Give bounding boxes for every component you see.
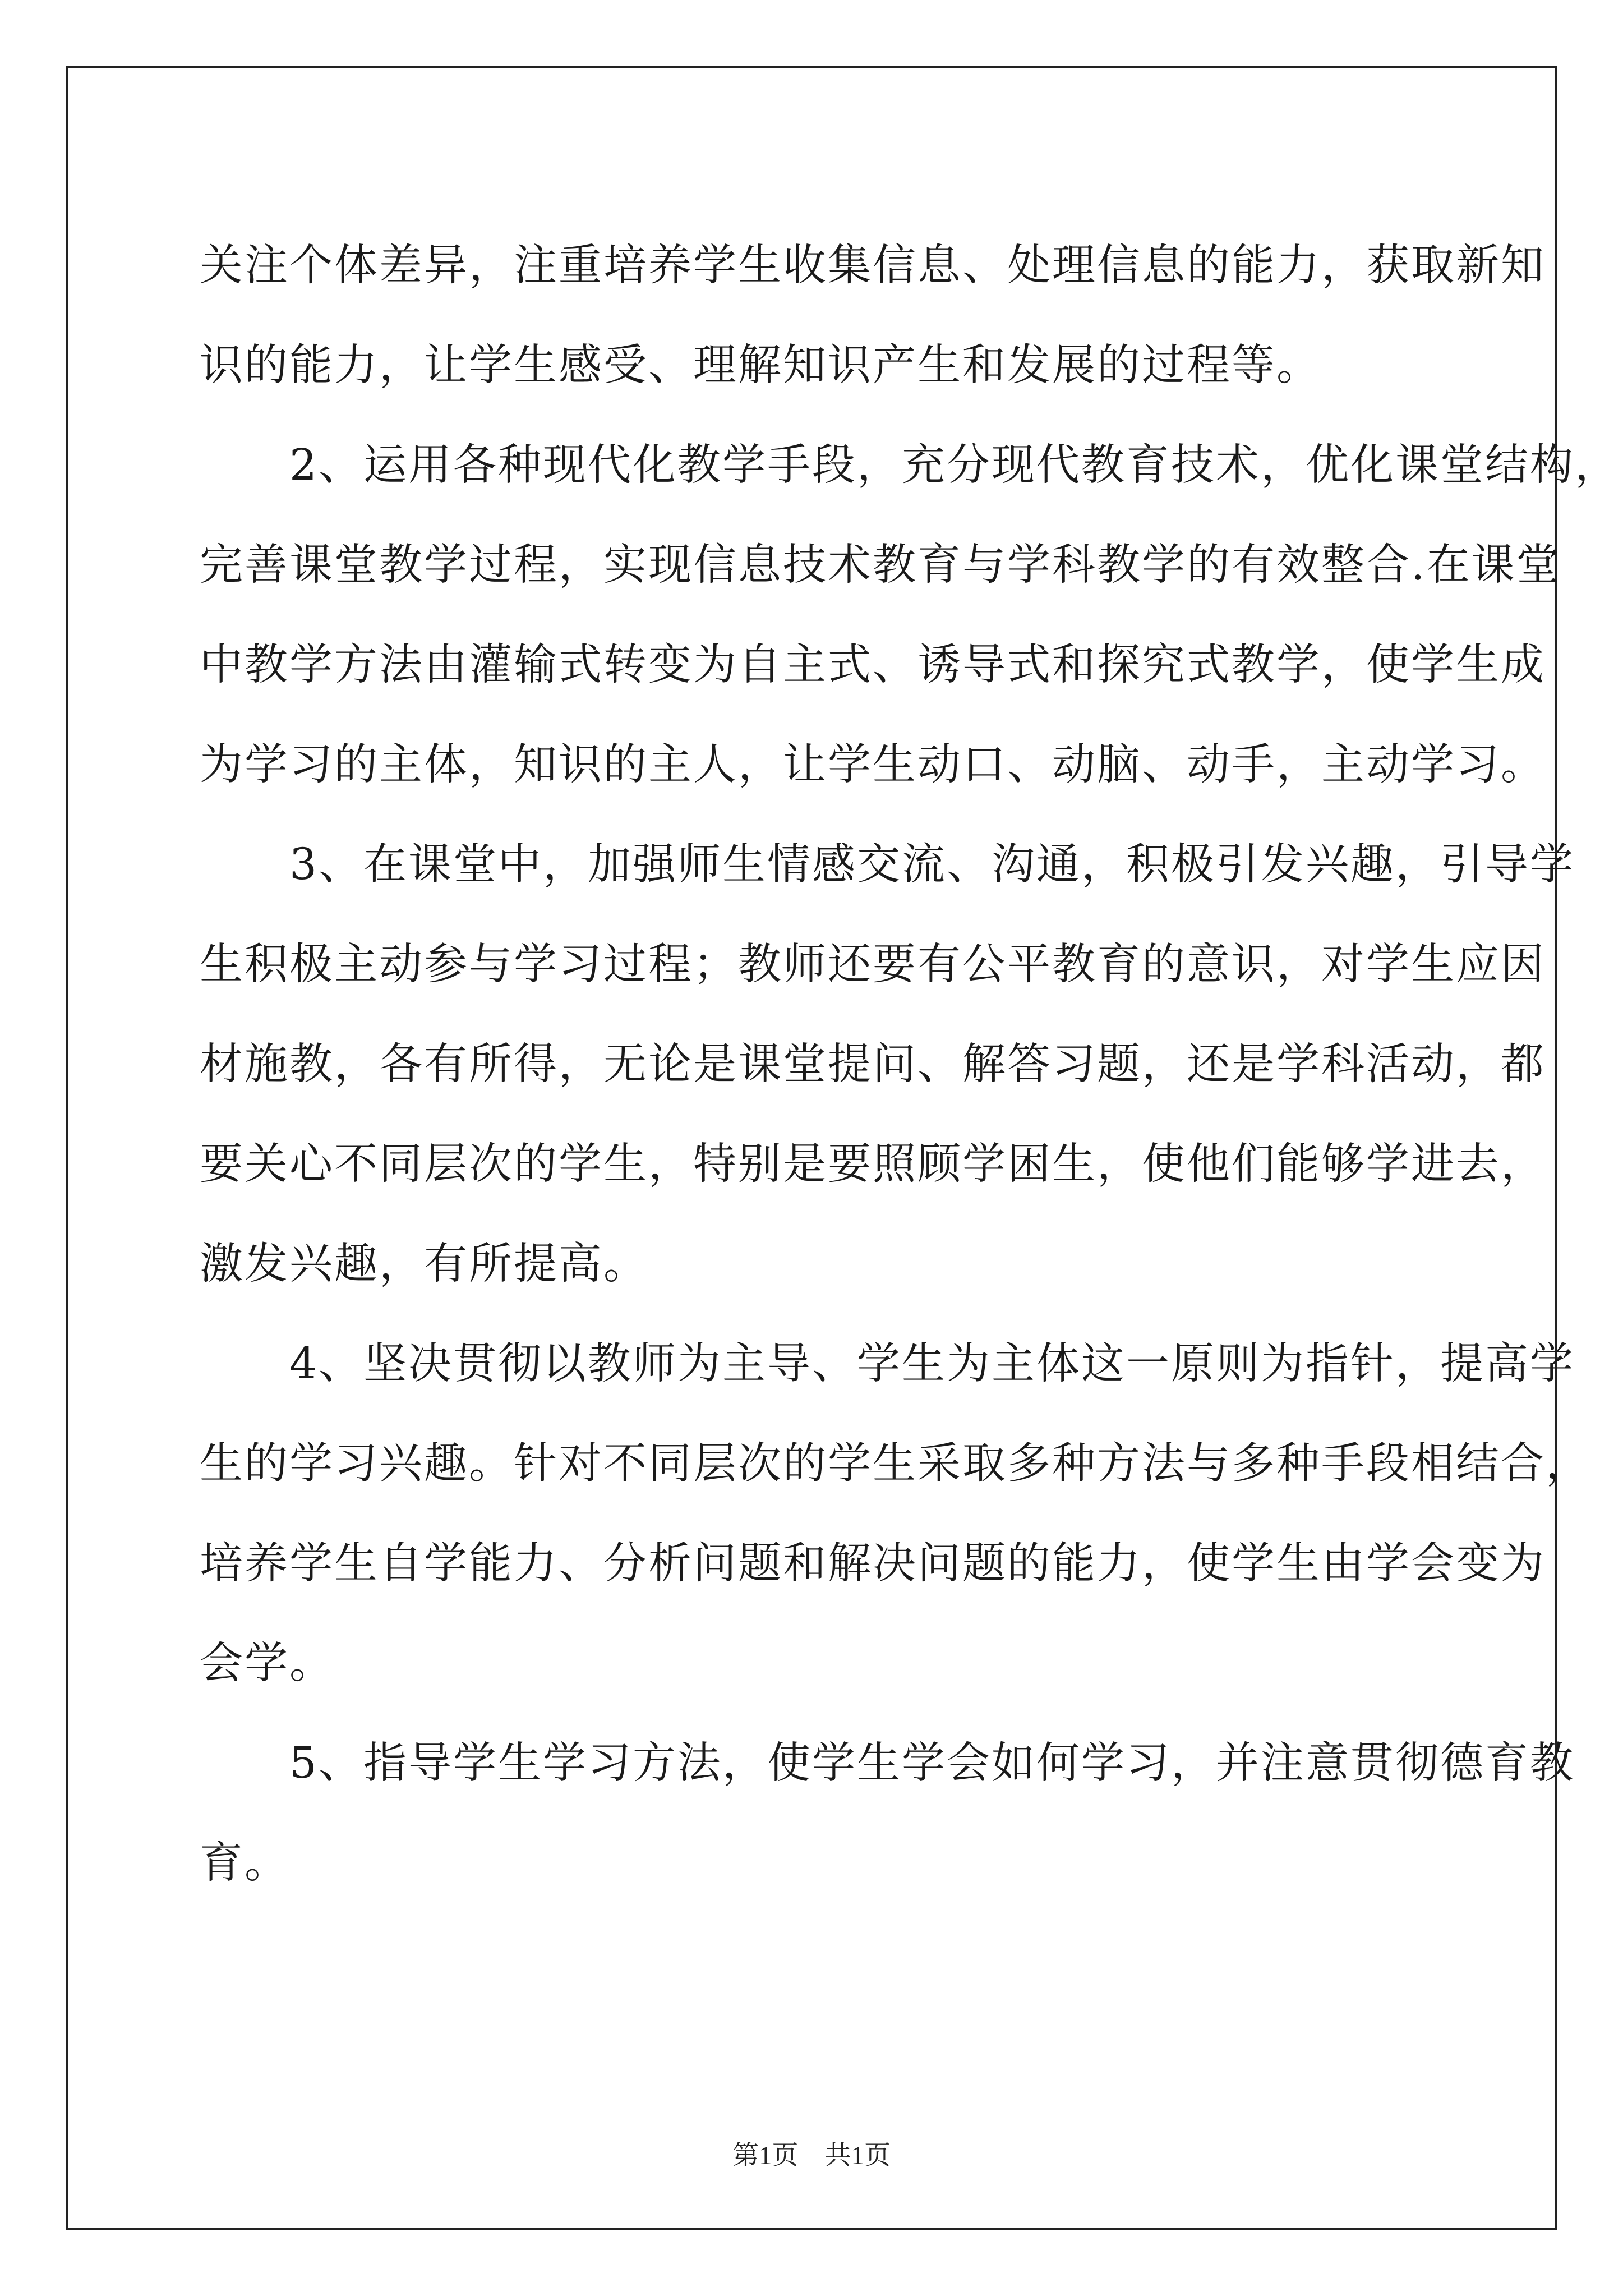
text-line: 中教学方法由灌输式转变为自主式、诱导式和探究式教学，使学生成 (200, 640, 1546, 690)
text-line: 识的能力，让学生感受、理解知识产生和发展的过程等。 (200, 341, 1321, 390)
text-line: 培养学生自学能力、分析问题和解决问题的能力，使学生由学会变为 (200, 1539, 1546, 1589)
text-line: 材施教，各有所得，无论是课堂提问、解答习题，还是学科活动，都 (200, 1039, 1546, 1089)
text-line: 4、坚决贯彻以教师为主导、学生为主体这一原则为指针，提高学 (200, 1339, 1575, 1389)
text-line: 3、在课堂中，加强师生情感交流、沟通，积极引发兴趣，引导学 (200, 840, 1575, 890)
text-line: 要关心不同层次的学生，特别是要照顾学困生，使他们能够学进去， (200, 1139, 1546, 1189)
text-line: 会学。 (200, 1639, 334, 1688)
text-line: 生的学习兴趣。针对不同层次的学生采取多种方法与多种手段相结合， (200, 1439, 1590, 1489)
document-body (200, 216, 1620, 1913)
text-line: 完善课堂教学过程，实现信息技术教育与学科教学的有效整合.在课堂 (200, 540, 1561, 590)
text-line: 5、指导学生学习方法，使学生学会如何学习，并注意贯彻德育教 (200, 1738, 1575, 1788)
text-line: 为学习的主体，知识的主人，让学生动口、动脑、动手，主动学习。 (200, 740, 1546, 790)
text-line: 激发兴趣，有所提高。 (200, 1239, 648, 1289)
text-line: 育。 (200, 1838, 289, 1888)
page-number-footer: 第1页 共1页 (732, 2141, 891, 2170)
text-line: 关注个体差异，注重培养学生收集信息、处理信息的能力，获取新知 (200, 241, 1546, 291)
text-line: 生积极主动参与学习过程；教师还要有公平教育的意识，对学生应因 (200, 940, 1546, 990)
text-line: 2、运用各种现代化教学手段，充分现代教育技术，优化课堂结构， (200, 440, 1620, 490)
